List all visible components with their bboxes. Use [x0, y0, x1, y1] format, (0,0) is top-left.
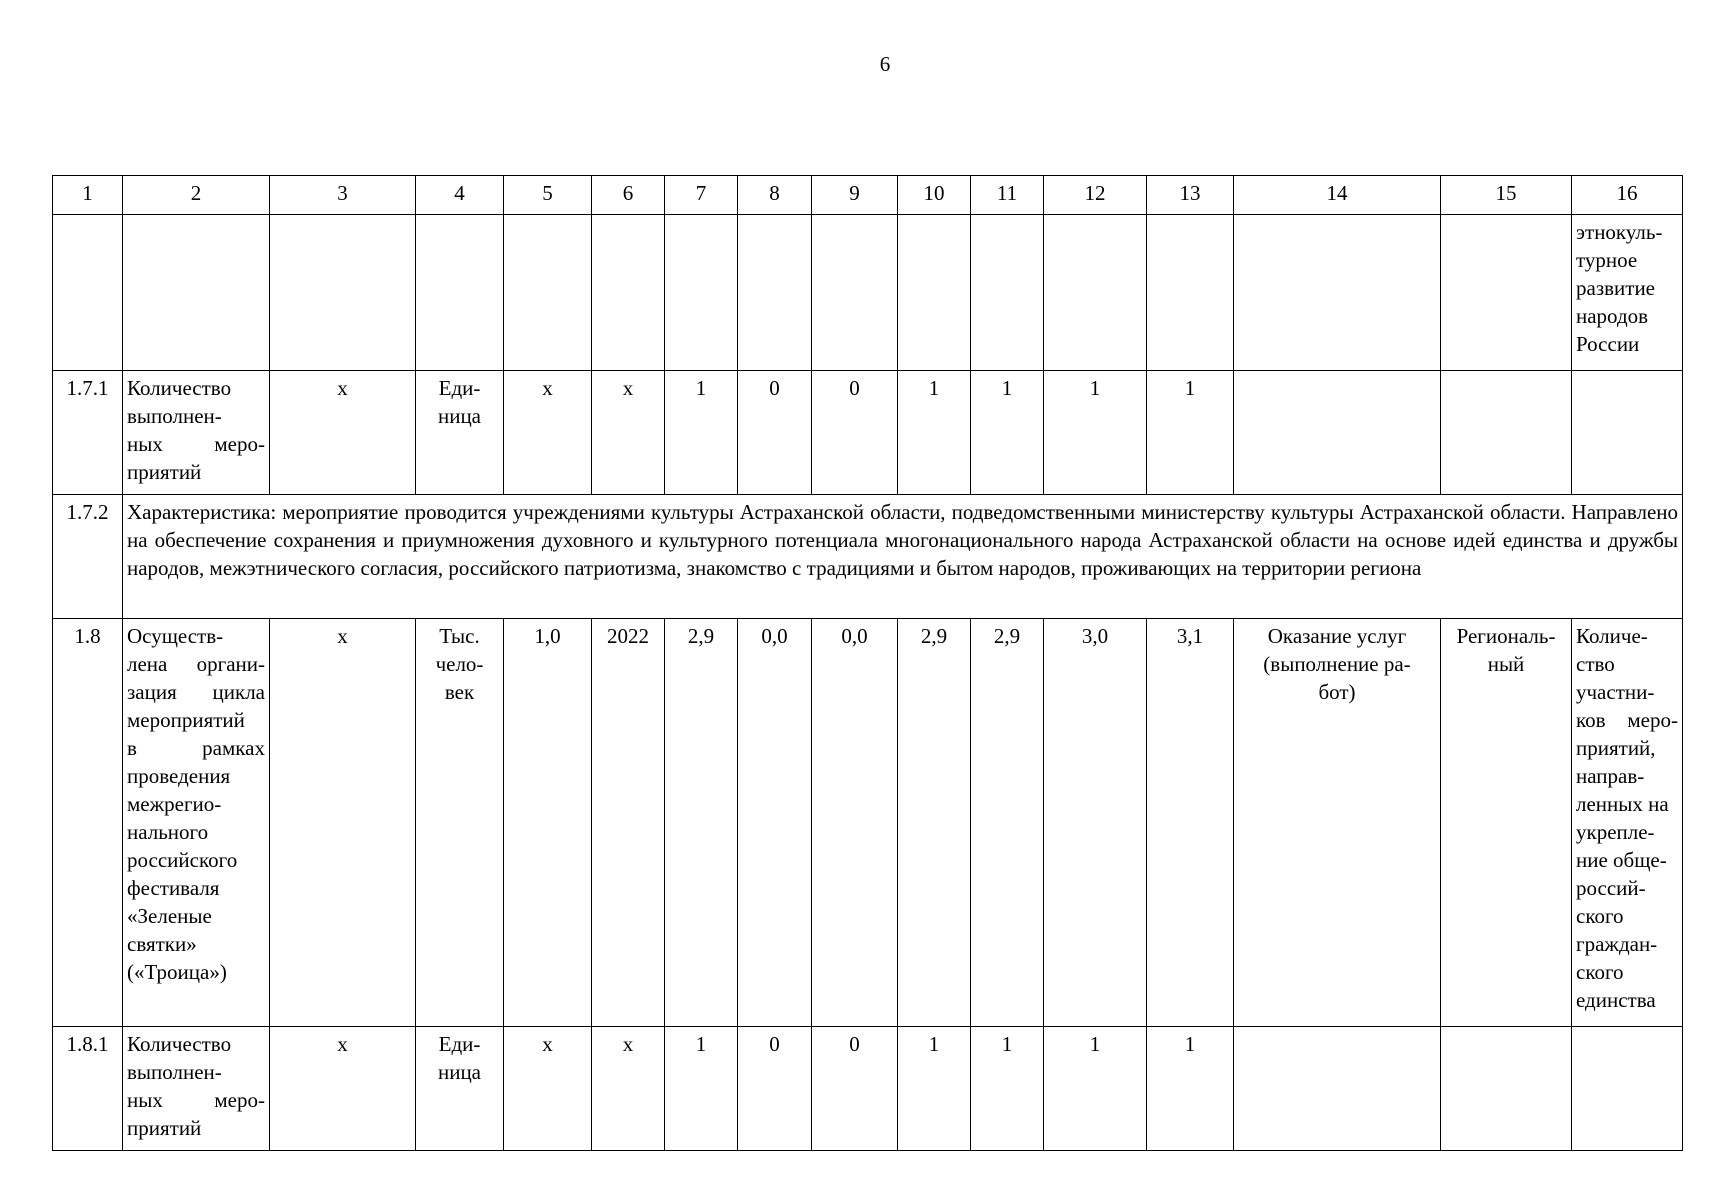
table-cell: [1441, 1027, 1572, 1151]
text-line: выполнен-: [127, 1060, 222, 1084]
text-line: Еди-: [438, 376, 481, 400]
text-line: ных меро-: [127, 432, 265, 456]
text-line: Оказание услуг: [1267, 624, 1407, 648]
row-number: 1.8.1: [53, 1027, 123, 1151]
text-line: бот): [1318, 680, 1356, 704]
indicator-name: [123, 619, 270, 1027]
table-cell: 0: [738, 371, 812, 495]
table-cell: х: [270, 1027, 416, 1151]
text-line: лена органи-: [127, 652, 265, 676]
text-line: направ-: [1576, 764, 1645, 788]
unit-cell: [416, 1027, 504, 1151]
text-line: святки»: [127, 932, 197, 956]
table-cell: [665, 215, 738, 371]
text-line: приятий: [127, 460, 202, 484]
text-line: чело-: [435, 652, 484, 676]
header-cell: 8: [738, 176, 812, 215]
purpose-cell: [1572, 619, 1683, 1027]
table-cell: 0,0: [738, 619, 812, 1027]
table-cell: [53, 215, 123, 371]
text-line: развитие: [1576, 276, 1656, 300]
text-line: фестиваля: [127, 876, 220, 900]
table-cell: х: [504, 371, 592, 495]
row-number: 1.7.2: [53, 495, 123, 619]
text-line: (выполнение ра-: [1263, 652, 1411, 676]
table-cell: 3,0: [1044, 619, 1147, 1027]
text-line: России: [1576, 332, 1640, 356]
table-cell: [123, 215, 270, 371]
table-cell: х: [504, 1027, 592, 1151]
header-cell: 10: [898, 176, 971, 215]
table-cell: [416, 215, 504, 371]
table-cell: [1044, 215, 1147, 371]
table-cell: [738, 215, 812, 371]
text-line: участни-: [1576, 680, 1655, 704]
service-type-cell: [1234, 619, 1441, 1027]
table-cell: 1: [898, 371, 971, 495]
table-row-1-8-1: [53, 1027, 1683, 1151]
text-line: «Зеленые: [127, 904, 212, 928]
text-line: в рамках: [127, 736, 265, 760]
table-cell: [898, 215, 971, 371]
header-cell: 3: [270, 176, 416, 215]
table-cell: [971, 215, 1044, 371]
table-cell: [1234, 1027, 1441, 1151]
text-line: век: [444, 680, 475, 704]
text-line: зация цикла: [127, 680, 265, 704]
text-line: («Троица»): [127, 960, 227, 984]
header-cell: 4: [416, 176, 504, 215]
text-line: выполнен-: [127, 404, 222, 428]
header-cell: 14: [1234, 176, 1441, 215]
page-number: 6: [879, 52, 891, 76]
header-cell: 12: [1044, 176, 1147, 215]
table-row-1-7-2: [53, 495, 1683, 619]
row-number: 1.7.1: [53, 371, 123, 495]
table-row-continuation: [53, 215, 1683, 371]
table-cell: [270, 215, 416, 371]
purpose-cell: [1572, 215, 1683, 371]
indicator-name: [123, 1027, 270, 1151]
text-line: приятий: [127, 1116, 202, 1140]
table-cell: 1: [898, 1027, 971, 1151]
text-line: нального: [127, 820, 209, 844]
text-line: ница: [437, 404, 482, 428]
text-line: Еди-: [438, 1032, 481, 1056]
text-line: народов: [1576, 304, 1649, 328]
text-line: Региональ-: [1456, 624, 1556, 648]
header-cell: 6: [592, 176, 665, 215]
table-cell: [1147, 215, 1234, 371]
table-cell: 1: [971, 371, 1044, 495]
table-cell: 2,9: [971, 619, 1044, 1027]
table-cell: 1: [971, 1027, 1044, 1151]
text-line: Количество: [127, 1032, 232, 1056]
table-row-1-7-1: [53, 371, 1683, 495]
table-cell: 0: [812, 1027, 898, 1151]
table-cell: [1234, 215, 1441, 371]
text-line: Количе-: [1576, 624, 1648, 648]
indicator-name: [123, 371, 270, 495]
unit-cell: [416, 371, 504, 495]
header-cell: 13: [1147, 176, 1234, 215]
text-line: ство: [1576, 652, 1615, 676]
text-line: ленных на: [1576, 792, 1669, 816]
text-line: проведения: [127, 764, 231, 788]
table-cell: 3,1: [1147, 619, 1234, 1027]
text-line: этнокуль-: [1576, 220, 1663, 244]
level-cell: [1441, 619, 1572, 1027]
text-line: российского: [127, 848, 238, 872]
table-cell: [592, 215, 665, 371]
table-cell: 0,0: [812, 619, 898, 1027]
table-cell: 2,9: [665, 619, 738, 1027]
table-cell: [1572, 1027, 1683, 1151]
text-line: приятий,: [1576, 736, 1656, 760]
text-line: турное: [1576, 248, 1638, 272]
table-cell: 1: [1147, 371, 1234, 495]
row-number: 1.8: [53, 619, 123, 1027]
table-cell: [504, 215, 592, 371]
table-cell: х: [592, 371, 665, 495]
table-cell: х: [270, 371, 416, 495]
header-cell: 7: [665, 176, 738, 215]
header-cell: 9: [812, 176, 898, 215]
table-cell: х: [270, 619, 416, 1027]
header-cell: 16: [1572, 176, 1683, 215]
table-row-1-8: [53, 619, 1683, 1027]
text-line: Тыс.: [439, 624, 480, 648]
text-line: ского: [1576, 904, 1624, 928]
table-cell: 2,9: [898, 619, 971, 1027]
table-cell: 1: [1147, 1027, 1234, 1151]
text-line: Осуществ-: [127, 624, 224, 648]
text-line: укрепле-: [1576, 820, 1655, 844]
text-line: ского: [1576, 960, 1624, 984]
table-cell: [1572, 371, 1683, 495]
unit-cell: [416, 619, 504, 1027]
header-cell: 15: [1441, 176, 1572, 215]
indicator-table: [52, 175, 1683, 1151]
table-cell: [1441, 215, 1572, 371]
text-line: ница: [437, 1060, 482, 1084]
table-cell: 0: [812, 371, 898, 495]
header-row: [53, 176, 1683, 215]
table-cell: [1441, 371, 1572, 495]
characteristic-text: Характеристика: мероприятие проводится учреждениями культуры Астраханской области, подведомственными министерству культуры Астраханской области. Направлено на обеспечение сохранения и приумножения духовного и культурного потенциала многонационального народа Астраханской области на основе идей единства и дружбы народов, межэтнического согласия, российского патриотизма, знакомство с традициями и бытом народов, проживающих на территории региона: [123, 495, 1683, 619]
text-line: ков меро-: [1576, 708, 1678, 732]
text-line: мероприятий: [127, 708, 245, 732]
text-line: единства: [1576, 988, 1656, 1012]
table-cell: 1: [665, 1027, 738, 1151]
text-line: ный: [1487, 652, 1525, 676]
table-cell: [1234, 371, 1441, 495]
table-cell: 2022: [592, 619, 665, 1027]
header-cell: 5: [504, 176, 592, 215]
table-cell: 0: [738, 1027, 812, 1151]
text-line: граждан-: [1576, 932, 1658, 956]
table-cell: 1: [1044, 1027, 1147, 1151]
table-cell: 1: [665, 371, 738, 495]
text-line: ных меро-: [127, 1088, 265, 1112]
text-line: межрегио-: [127, 792, 222, 816]
text-line: ние обще-: [1576, 848, 1667, 872]
header-cell: 2: [123, 176, 270, 215]
text-line: россий-: [1576, 876, 1646, 900]
table-cell: х: [592, 1027, 665, 1151]
text-line: Количество: [127, 376, 232, 400]
header-cell: 1: [53, 176, 123, 215]
table-cell: [812, 215, 898, 371]
header-cell: 11: [971, 176, 1044, 215]
table-cell: 1,0: [504, 619, 592, 1027]
table-cell: 1: [1044, 371, 1147, 495]
